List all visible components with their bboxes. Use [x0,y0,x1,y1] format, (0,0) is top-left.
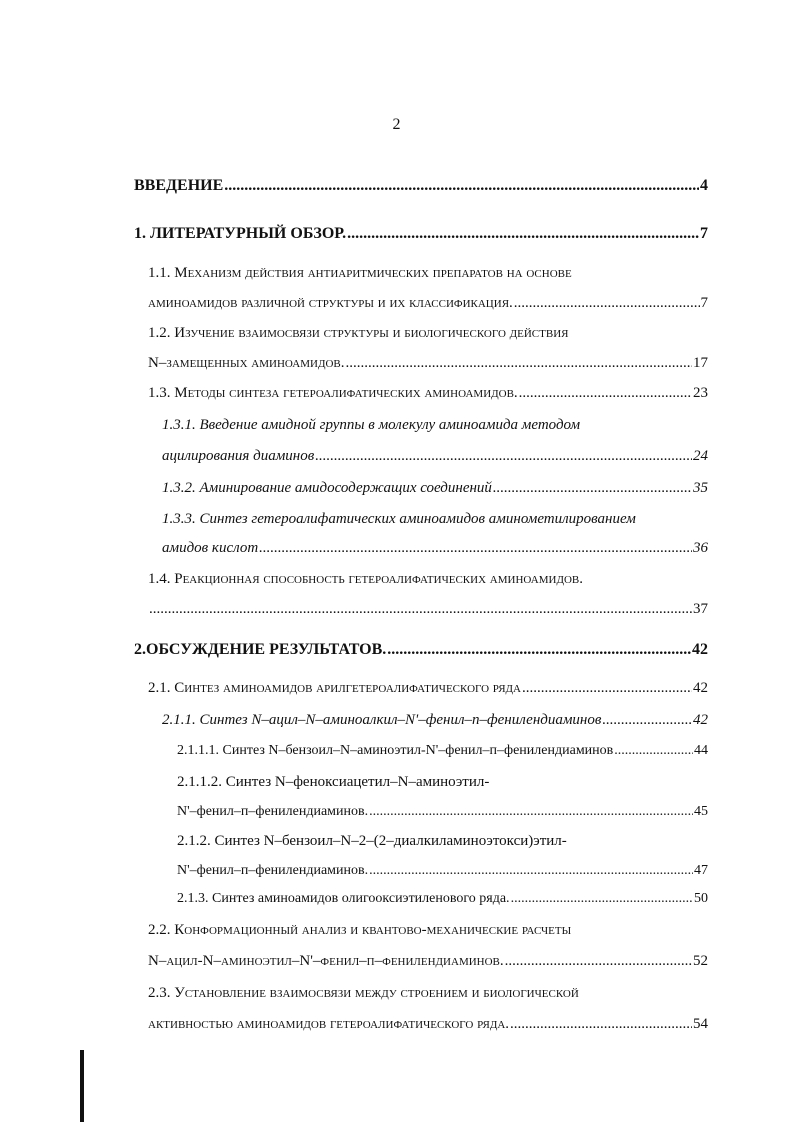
dot-leader [347,224,699,244]
toc-entry-page: 37 [693,601,708,617]
toc-entry-1-4[interactable] [148,599,708,619]
toc-entry-chapter-1[interactable] [134,224,708,244]
dot-leader [346,353,693,373]
toc-entry-chapter-2[interactable] [134,640,708,660]
toc-entry-title: 1. ЛИТЕРАТУРНЫЙ ОБЗОР. [134,225,347,242]
dot-leader [519,383,692,403]
toc-entry-title: N'–фенил–п–фенилендиаминов. [177,863,369,878]
toc-entry-title: 2.1.1.1. Синтез N–бензоил–N–аминоэтил-N'–фенил–п–фенилендиаминов [177,743,614,758]
toc-entry-2-3-line1[interactable]: 2.3. Установление взаимосвязи между строением и биологической [148,985,579,1001]
toc-entry-1-4-line1[interactable]: 1.4. Реакционная способность гетероалифатических аминоамидов. [148,571,583,587]
toc-entry-2-1-3[interactable] [177,889,708,909]
dot-leader [369,861,693,881]
dot-leader [510,1014,692,1034]
dot-leader [259,538,692,558]
toc-entry-1-3[interactable] [148,383,708,403]
toc-entry-title: 2.ОБСУЖДЕНИЕ РЕЗУЛЬТАТОВ. [134,641,387,658]
toc-entry-title: активностью аминоамидов гетероалифатического ряда. [148,1016,510,1032]
dot-leader [614,741,693,761]
toc-entry-page: 35 [693,480,708,496]
toc-entry-title: N–замещенных аминоамидов. [148,355,345,371]
toc-entry-title: ВВЕДЕНИЕ [134,177,224,194]
toc-entry-page: 45 [694,804,708,819]
dot-leader [369,802,693,822]
toc-entry-page: 36 [693,540,708,556]
toc-entry-1-1-line1[interactable]: 1.1. Механизм действия антиаритмических препаратов на основе [148,265,572,281]
toc-entry-1-1[interactable] [148,293,708,313]
toc-entry-2-1-1-2-line1[interactable]: 2.1.1.2. Синтез N–феноксиацетил–N–аминоэтил- [177,774,490,790]
toc-entry-title: N–ацил-N–аминоэтил–N'–фенил–п–фенилендиаминов. [148,953,504,969]
toc-entry-page: 50 [694,891,708,906]
toc-entry-intro[interactable] [134,176,708,196]
toc-entry-title: 1.3. Методы синтеза гетероалифатических аминоамидов. [148,385,518,401]
toc-entry-2-3[interactable] [148,1014,708,1034]
toc-entry-page: 54 [693,1016,708,1032]
toc-entry-page: 7 [700,225,708,242]
toc-entry-page: 44 [694,743,708,758]
toc-entry-page: 42 [693,712,708,728]
toc-entry-page: 7 [700,295,708,311]
toc-entry-title: ацилирования диаминов [162,448,315,464]
dot-leader [149,599,692,619]
dot-leader [493,478,692,498]
dot-leader [514,293,700,313]
toc-entry-title: 1.3.2. Аминирование амидосодержащих соединений [162,480,492,496]
toc-entry-title: аминоамидов различной структуры и их классификация. [148,295,513,311]
toc-entry-page: 42 [692,641,708,658]
dot-leader [511,889,693,909]
toc-entry-page: 4 [700,177,708,194]
toc-entry-1-2-line1[interactable]: 1.2. Изучение взаимосвязи структуры и биологического действия [148,325,569,341]
toc-entry-title: N'–фенил–п–фенилендиаминов. [177,804,369,819]
toc-entry-2-1-1-1[interactable] [177,741,708,761]
toc-entry-2-2[interactable] [148,951,708,971]
toc-entry-1-3-1[interactable] [162,446,708,466]
toc-entry-1-3-1-line1[interactable]: 1.3.1. Введение амидной группы в молекулу аминоамида методом [162,417,581,433]
toc-entry-page: 42 [693,680,708,696]
toc-entry-title: 2.1.1. Синтез N–ацил–N–аминоалкил–N'–фенил–п–фенилендиаминов [162,712,602,728]
toc-entry-page: 47 [694,863,708,878]
toc-entry-2-1-2[interactable] [177,861,708,881]
dot-leader [315,446,692,466]
toc-entry-page: 23 [693,385,708,401]
dot-leader [522,678,692,698]
toc-entry-title: 2.1.3. Синтез аминоамидов олигооксиэтиленового ряда. [177,891,510,906]
toc-entry-1-3-2[interactable] [162,478,708,498]
toc-entry-title: 2.1. Синтез аминоамидов арилгетероалифатического ряда [148,680,522,696]
toc-entry-2-2-line1[interactable]: 2.2. Конформационный анализ и квантово-механические расчеты [148,922,572,938]
toc-entry-1-3-3[interactable] [162,538,708,558]
toc-entry-2-1-2-line1[interactable]: 2.1.2. Синтез N–бензоил–N–2–(2–диалкиламиноэтокси)этил- [177,833,567,849]
toc-entry-page: 52 [693,953,708,969]
dot-leader [224,176,699,196]
scan-edge-mark [80,1050,84,1122]
toc-entry-2-1-1-2[interactable] [177,802,708,822]
toc-entry-1-3-3-line1[interactable]: 1.3.3. Синтез гетероалифатических аминоамидов аминометилированием [162,511,636,527]
toc-entry-title: амидов кислот [162,540,259,556]
toc-entry-2-1[interactable] [148,678,708,698]
toc-entry-page: 24 [693,448,708,464]
dot-leader [505,951,692,971]
dot-leader [387,640,691,660]
dot-leader [602,710,692,730]
toc-entry-2-1-1[interactable] [162,710,708,730]
page-number: 2 [392,116,401,133]
toc-entry-1-2[interactable] [148,353,708,373]
toc-entry-page: 17 [693,355,708,371]
